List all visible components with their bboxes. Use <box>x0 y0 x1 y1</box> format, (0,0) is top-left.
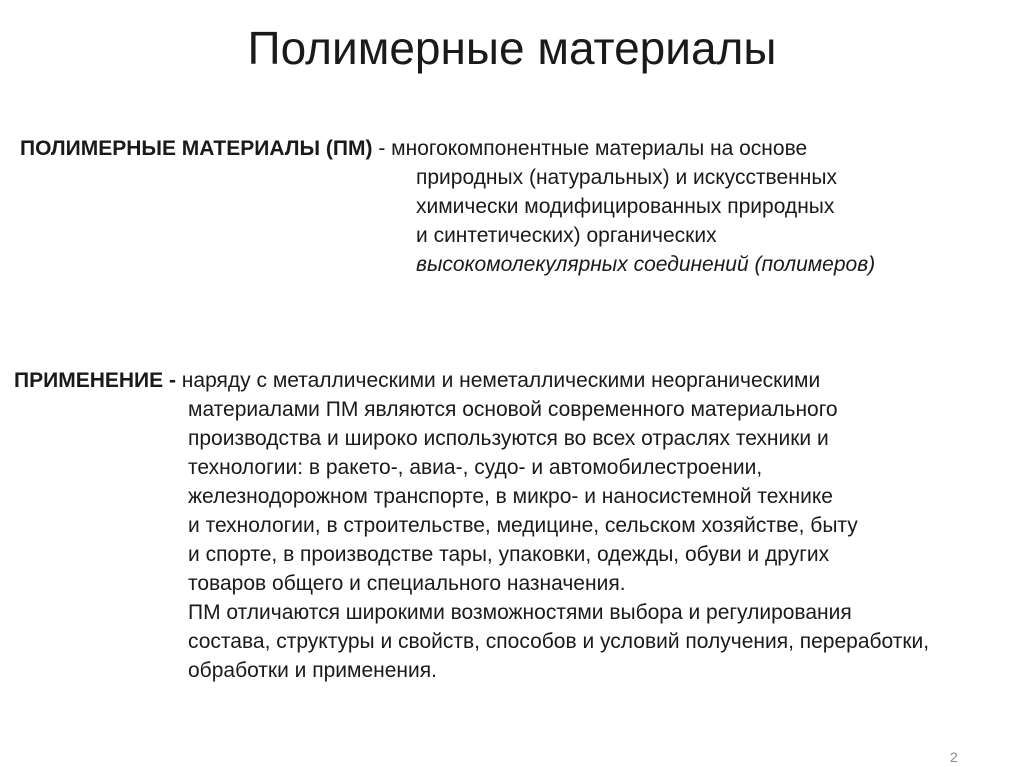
application-first-line <box>14 366 1014 395</box>
page-number: 2 <box>950 749 958 765</box>
application-text-line: материалами ПМ являются основой современного материального <box>188 398 838 421</box>
application-text-line: и технологии, в строительстве, медицине, сельском хозяйстве, быту <box>188 514 858 537</box>
application-text-line: и спорте, в производстве тары, упаковки, одежды, обуви и других <box>188 543 830 566</box>
slide-title: Полимерные материалы <box>247 22 777 74</box>
definition-separator: - <box>372 137 392 160</box>
application-text-line: наряду с металлическими и неметаллическими неорганическими <box>175 369 821 392</box>
application-text-line: товаров общего и специального назначения. <box>188 572 626 595</box>
definition-first-line <box>20 134 1000 163</box>
application-text-line: состава, структуры и свойств, способов и условий получения, переработки, <box>188 630 930 653</box>
definition-text-line: и синтетических) органических <box>416 224 717 247</box>
application-text-line: железнодорожном транспорте, в микро- и наносистемной технике <box>188 485 833 508</box>
definition-text-line: химически модифицированных природных <box>416 195 835 218</box>
definition-term: ПОЛИМЕРНЫЕ МАТЕРИАЛЫ (ПМ) <box>20 137 373 160</box>
definition-block <box>20 134 1000 279</box>
application-text-line: технологии: в ракето-, авиа-, судо- и автомобилестроении, <box>188 456 763 479</box>
application-text-line: обработки и применения. <box>188 659 437 682</box>
application-term: ПРИМЕНЕНИЕ - <box>14 369 176 392</box>
definition-text-line: многокомпонентные материалы на основе <box>391 137 808 160</box>
application-text-line: ПМ отличаются широкими возможностями выбора и регулирования <box>188 601 852 624</box>
definition-text-line: природных (натуральных) и искусственных <box>416 166 837 189</box>
definition-italic-line: высокомолекулярных соединений (полимеров) <box>416 253 876 276</box>
application-block <box>14 366 1014 685</box>
application-text-line: производства и широко используются во всех отраслях техники и <box>188 427 829 450</box>
